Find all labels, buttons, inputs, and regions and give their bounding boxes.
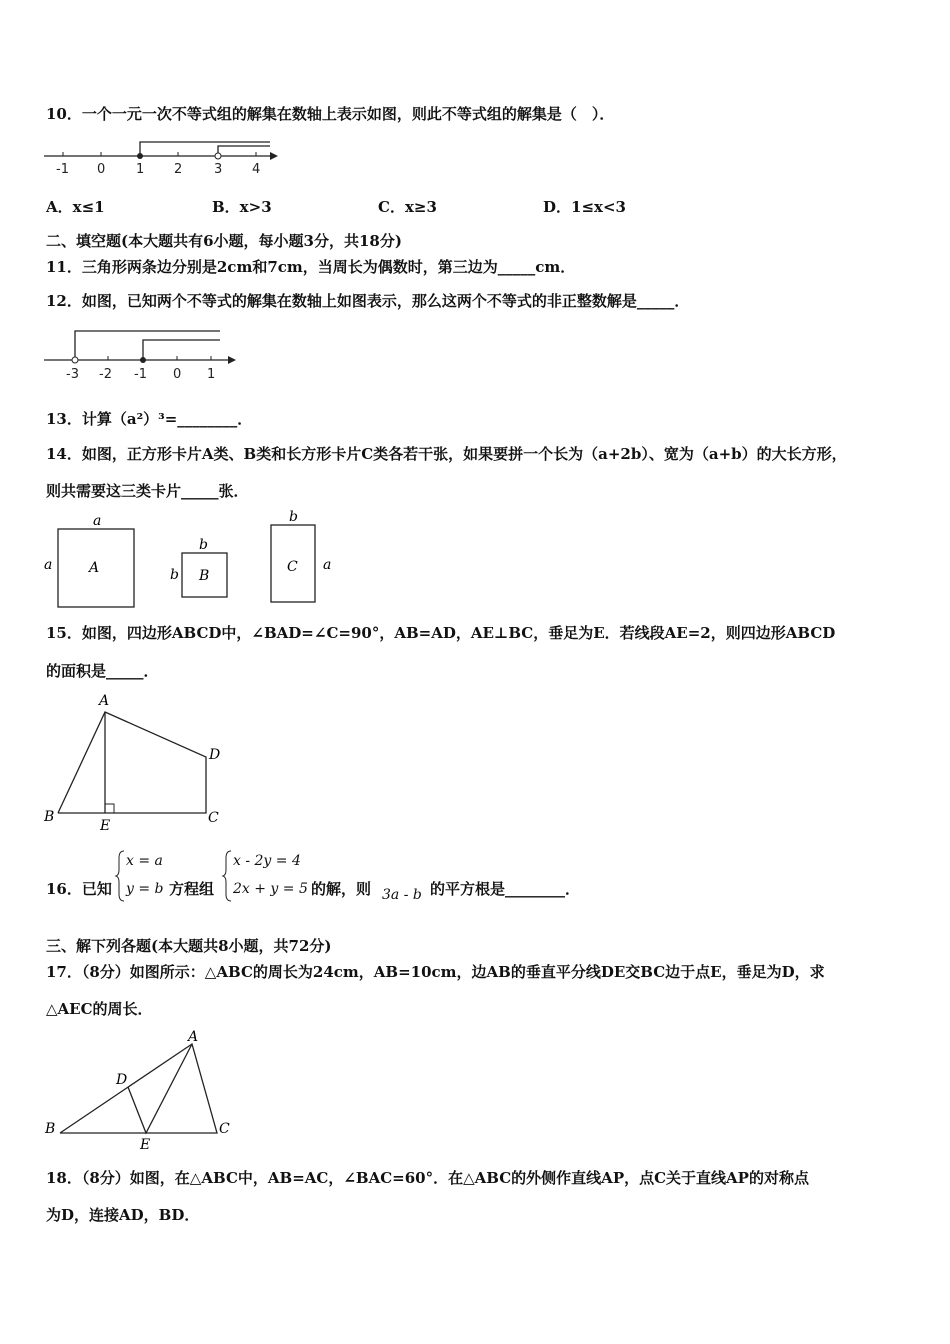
q16-brace-2 <box>223 850 233 902</box>
card-a-side: a <box>44 557 53 573</box>
q17-line2: △AEC的周长． <box>46 1000 153 1018</box>
card-b-side: b <box>170 567 179 583</box>
q18-line1: 18．（8分）如图，在△ABC中，AB=AC，∠BAC=60°．在△ABC的外侧作直线AP，点C关于直线AP的对称点 <box>46 1169 809 1187</box>
q16-sys2-eq2: 2x + y = 5 <box>233 881 308 897</box>
q15-label-c: C <box>208 810 219 826</box>
tick-label: 0 <box>173 367 182 382</box>
q16-sys1-eq2: y = b <box>126 881 164 897</box>
q10-option-c[interactable]: C．x≥3 <box>378 198 437 216</box>
section2-heading: 二、填空题(本大题共有6小题，每小题3分，共18分) <box>46 232 402 250</box>
tick-label: 3 <box>214 162 223 177</box>
q15-label-d: D <box>209 747 221 763</box>
q15-line1: 15．如图，四边形ABCD中，∠BAD=∠C=90°，AB=AD，AE⊥BC，垂足为E．若线段AE=2，则四边形ABCD <box>46 624 836 642</box>
tick-label: 4 <box>252 162 261 177</box>
tick-label: -3 <box>66 367 79 382</box>
tick-label: 0 <box>97 162 106 177</box>
q15-quadrilateral-figure <box>40 690 240 835</box>
q16-brace-1 <box>116 850 126 902</box>
q14-cards-figure <box>44 511 344 611</box>
tick-label: 1 <box>207 367 216 382</box>
q10-option-a[interactable]: A．x≤1 <box>46 198 105 216</box>
q15-label-b: B <box>44 809 55 825</box>
q12-text: 12．如图，已知两个不等式的解集在数轴上如图表示，那么这两个不等式的非正整数解是_____． <box>46 292 690 310</box>
q10-number-line <box>44 140 284 180</box>
q15-line2: 的面积是_____． <box>46 662 159 680</box>
q17-label-a: A <box>188 1029 199 1045</box>
q10-text: 10．一个一元一次不等式组的解集在数轴上表示如图，则此不等式组的解集是（ ）． <box>46 105 615 123</box>
card-b-top: b <box>199 537 208 553</box>
tick-label: 1 <box>136 162 145 177</box>
tick-label: 2 <box>174 162 183 177</box>
q18-line2: 为D，连接AD，BD． <box>46 1206 200 1224</box>
q16-after: 的解，则 <box>311 880 372 898</box>
card-b-name: B <box>199 568 210 584</box>
q14-line1: 14．如图，正方形卡片A类、B类和长方形卡片C类各若干张，如果要拼一个长为（a+2b）、宽为（a+b）的大长方形， <box>46 445 847 463</box>
card-c-side: a <box>323 557 332 573</box>
q17-label-b: B <box>45 1121 56 1137</box>
section3-heading: 三、解下列各题(本大题共8小题，共72分) <box>46 937 332 955</box>
q10-option-d[interactable]: D．1≤x<3 <box>543 198 626 216</box>
tick-label: -1 <box>134 367 147 382</box>
q16-expr: 3a - b <box>382 887 422 903</box>
tick-label: -1 <box>56 162 69 177</box>
q10-option-b[interactable]: B．x>3 <box>212 198 272 216</box>
q16-prefix: 16．已知 <box>46 880 112 898</box>
q15-label-a: A <box>99 693 110 709</box>
q16-sys2-eq1: x - 2y = 4 <box>233 853 301 869</box>
q17-label-e: E <box>140 1137 151 1153</box>
q12-number-line <box>44 328 244 380</box>
q17-label-d: D <box>116 1072 128 1088</box>
q17-line1: 17．（8分）如图所示：△ABC的周长为24cm，AB=10cm，边AB的垂直平分线DE交BC边于点E，垂足为D，求 <box>46 963 825 981</box>
q16-sys1-eq1: x = a <box>126 853 163 869</box>
card-a-name: A <box>89 560 100 576</box>
card-c-top: b <box>289 509 298 525</box>
q16-mid: 方程组 <box>169 880 215 898</box>
q13-text: 13．计算（a²）³=________． <box>46 410 253 428</box>
q17-triangle-figure <box>42 1030 242 1155</box>
q11-text: 11．三角形两条边分别是2cm和7cm，当周长为偶数时，第三边为_____cm． <box>46 258 576 276</box>
card-c-name: C <box>287 559 298 575</box>
q17-label-c: C <box>219 1121 230 1137</box>
card-a-top: a <box>93 513 102 529</box>
q14-line2: 则共需要这三类卡片_____张． <box>46 482 249 500</box>
q15-label-e: E <box>100 818 111 834</box>
tick-label: -2 <box>99 367 112 382</box>
q16-suffix: 的平方根是________． <box>430 880 581 898</box>
